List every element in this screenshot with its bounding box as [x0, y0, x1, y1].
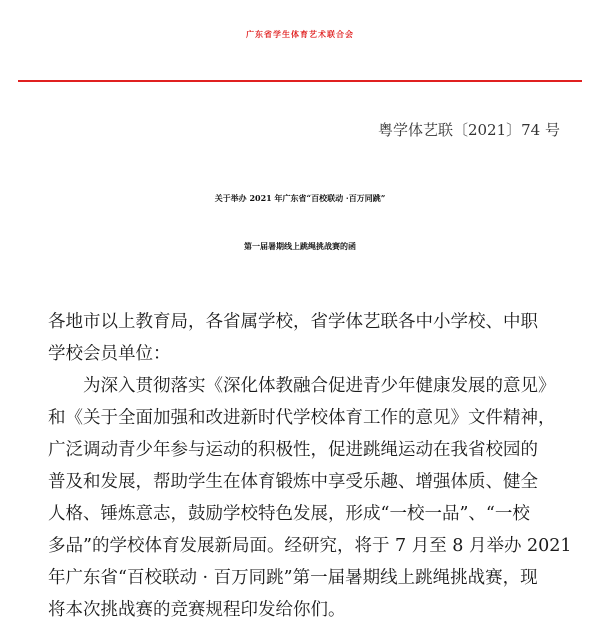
body-line: 年广东省“百校联动 · 百万同跳”第一届暑期线上跳绳挑战赛，现: [48, 568, 538, 588]
body-line: 为深入贯彻落实《深化体教融合促进青少年健康发展的意见》: [48, 376, 556, 396]
document-number: 粤学体艺联〔2021〕74 号: [377, 121, 560, 139]
document-title-line-1: 关于举办 2021 年广东省“百校联动 ·百万同跳”: [214, 193, 386, 203]
document-title-line-2: 第一届暑期线上跳绳挑战赛的函: [244, 241, 356, 251]
letterhead-divider: [18, 80, 582, 82]
letterhead-title: 广东省学生体育艺术联合会: [246, 30, 354, 39]
body-line: 学校会员单位：: [48, 344, 171, 364]
body-line: 和《关于全面加强和改进新时代学校体育工作的意见》文件精神，: [48, 408, 556, 428]
body-line: 将本次挑战赛的竞赛规程印发给你们。: [48, 600, 346, 620]
body-line: 人格、锤炼意志，鼓励学校特色发展，形成“一校一品”、“一校: [48, 504, 530, 524]
body-line: 普及和发展，帮助学生在体育锻炼中享受乐趣、增强体质、健全: [48, 472, 538, 492]
body-line: 各地市以上教育局，各省属学校，省学体艺联各中小学校、中职: [48, 312, 538, 332]
body-line: 广泛调动青少年参与运动的积极性，促进跳绳运动在我省校园的: [48, 440, 538, 460]
body-line: 多品”的学校体育发展新局面。经研究，将于 7 月至 8 月举办 2021: [48, 536, 572, 556]
